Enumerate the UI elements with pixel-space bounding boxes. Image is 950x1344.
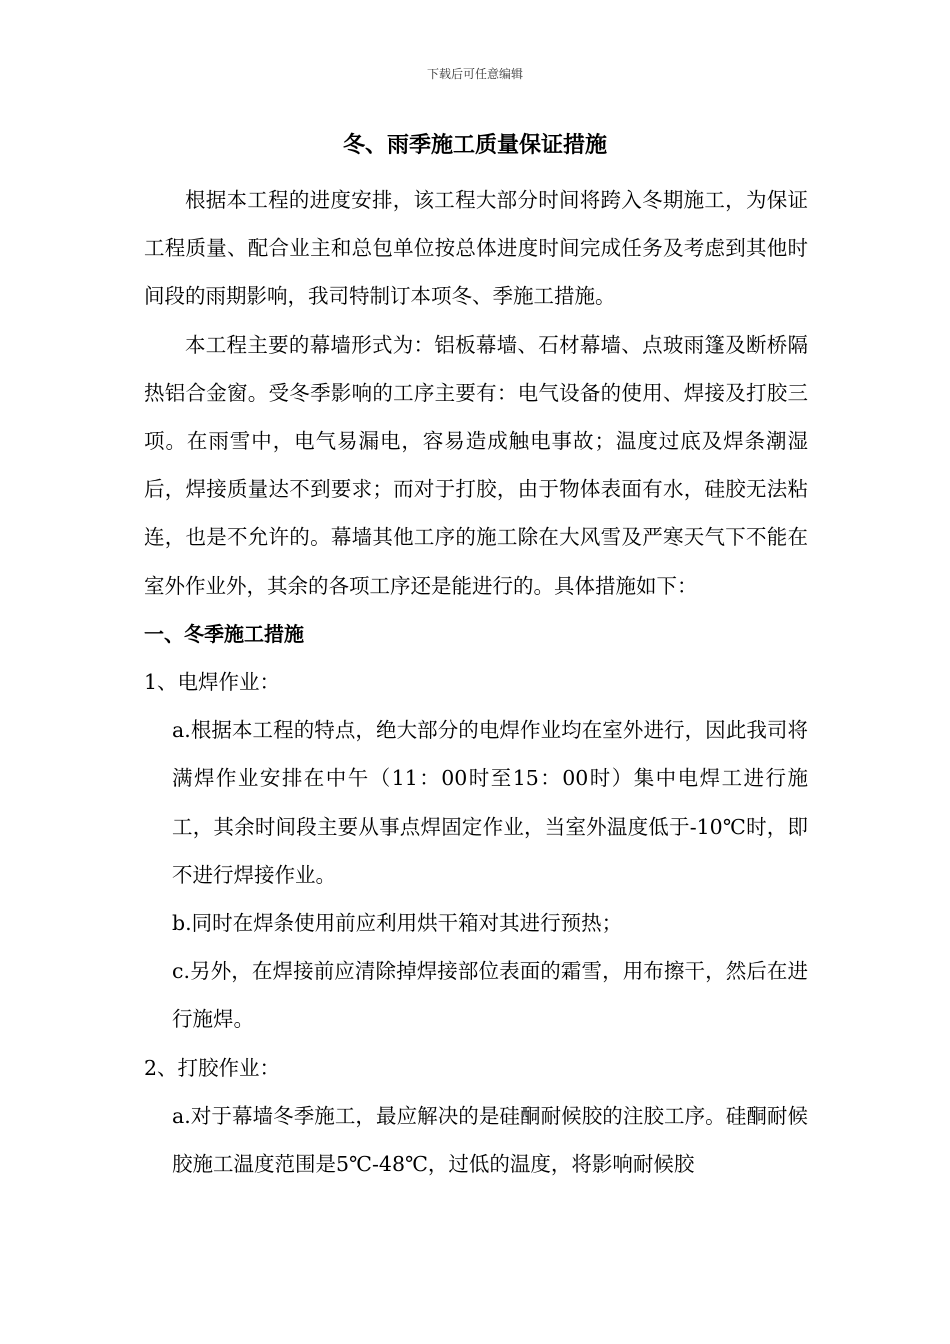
header-note: 下载后可任意编辑 [426,67,523,81]
item-welding-label: 1、电焊作业： [144,670,281,695]
intro-paragraph-2: 本工程主要的幕墙形式为：铝板幕墙、石材幕墙、点玻雨篷及断桥隔热铝合金窗。受冬季影响的工序主要有：电气设备的使用、焊接及打胶三项。在雨雪中，电气易漏电，容易造成触电事故；温度过底及焊条潮湿后，焊接质量达不到要求；而对于打胶，由于物体表面有水，硅胶无法粘连，也是不允许的。幕墙其他工序的施工除在大风雪及严寒天气下不能在室外作业外，其余的各项工序还是能进行的。具体措施如下： [144,332,808,598]
item-welding-b: b.同时在焊条使用前应利用烘干箱对其进行预热； [172,911,623,936]
item-welding-a: a.根据本工程的特点，绝大部分的电焊作业均在室外进行，因此我司将满焊作业安排在中午（11：00时至15：00时）集中电焊工进行施工，其余时间段主要从事点焊固定作业，当室外温度低于-10℃时，即不进行焊接作业。 [172,718,808,887]
item-sealant-label: 2、打胶作业： [144,1055,281,1080]
section-heading-winter: 一、冬季施工措施 [144,621,304,646]
intro-paragraph-1: 根据本工程的进度安排，该工程大部分时间将跨入冬期施工，为保证工程质量、配合业主和总包单位按总体进度时间完成任务及考虑到其他时间段的雨期影响，我司特制订本项冬、季施工措施。 [144,188,808,309]
document-body [144,176,808,1188]
item-welding-c: c.另外，在焊接前应清除掉焊接部位表面的霜雪，用布擦干，然后在进行施焊。 [172,959,808,1032]
item-sealant-a: a.对于幕墙冬季施工，最应解决的是硅酮耐候胶的注胶工序。硅酮耐候胶施工温度范围是5℃-48℃，过低的温度，将影响耐候胶 [172,1103,808,1177]
document-title: 冬、雨季施工质量保证措施 [342,133,607,158]
